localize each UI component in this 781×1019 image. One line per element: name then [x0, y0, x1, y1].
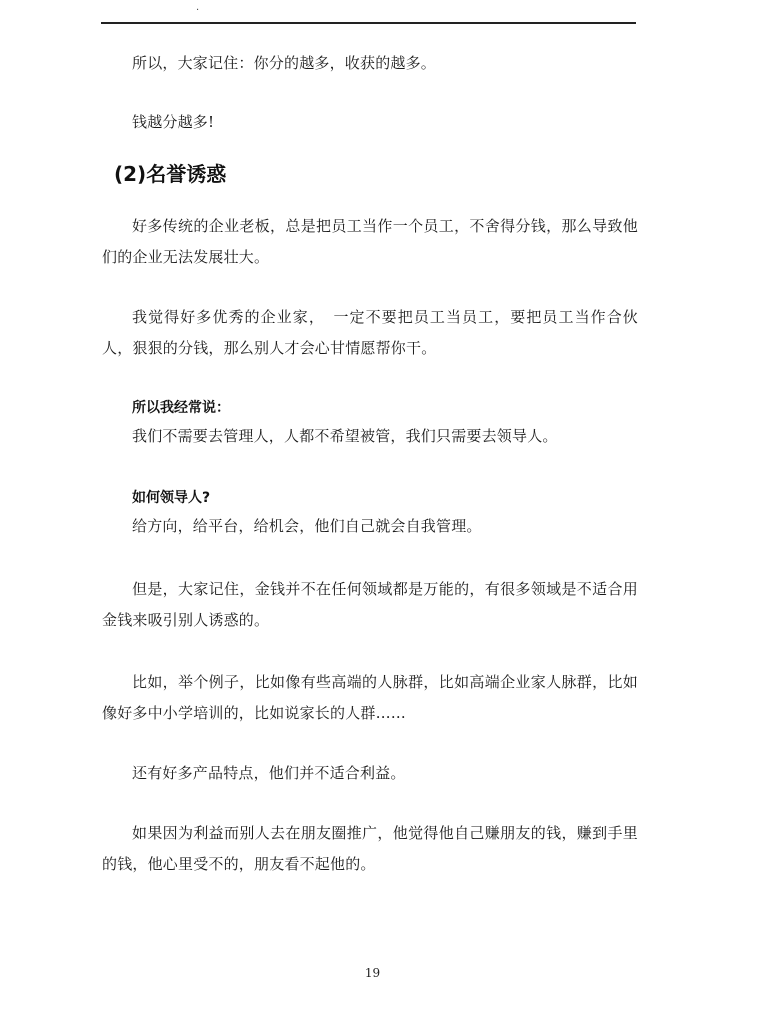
header-rule [101, 22, 636, 24]
paragraph-share-more: 所以，大家记住：你分的越多，收获的越多。 [132, 54, 437, 72]
subhead-i-often-say: 所以我经常说： [132, 400, 230, 416]
paragraph-product-features: 还有好多产品特点，他们并不适合利益。 [132, 764, 406, 782]
header-mark: . [196, 2, 200, 13]
paragraph-example: 比如，举个例子，比如像有些高端的人脉群，比如高端企业家人脉群，比如像好多中小学培训的，比如说家长的人群…… [102, 673, 638, 722]
section-heading: (2)名誉诱惑 [114, 162, 227, 186]
page-number: 19 [364, 966, 381, 980]
paragraph-friend-circle: 如果因为利益而别人去在朋友圈推广，他觉得他自己赚朋友的钱，赚到手里的钱，他心里受不的，朋友看不起他的。 [102, 824, 638, 873]
paragraph-money-grows: 钱越分越多! [132, 113, 215, 131]
paragraph-excellent-entrepreneurs: 我觉得好多优秀的企业家， 一定不要把员工当员工，要把员工当作合伙人，狠狠的分钱，那么别人才会心甘情愿帮你干。 [102, 308, 638, 357]
paragraph-give-direction: 给方向，给平台，给机会，他们自己就会自我管理。 [132, 517, 482, 535]
paragraph-traditional-bosses: 好多传统的企业老板，总是把员工当作一个员工，不舍得分钱，那么导致他们的企业无法发展壮大。 [102, 217, 638, 266]
paragraph-lead-people: 我们不需要去管理人，人都不希望被管，我们只需要去领导人。 [132, 427, 558, 445]
paragraph-money-not-almighty: 但是，大家记住，金钱并不在任何领域都是万能的，有很多领域是不适合用金钱来吸引别人诱惑的。 [102, 580, 638, 629]
subhead-how-to-lead: 如何领导人? [132, 490, 211, 506]
